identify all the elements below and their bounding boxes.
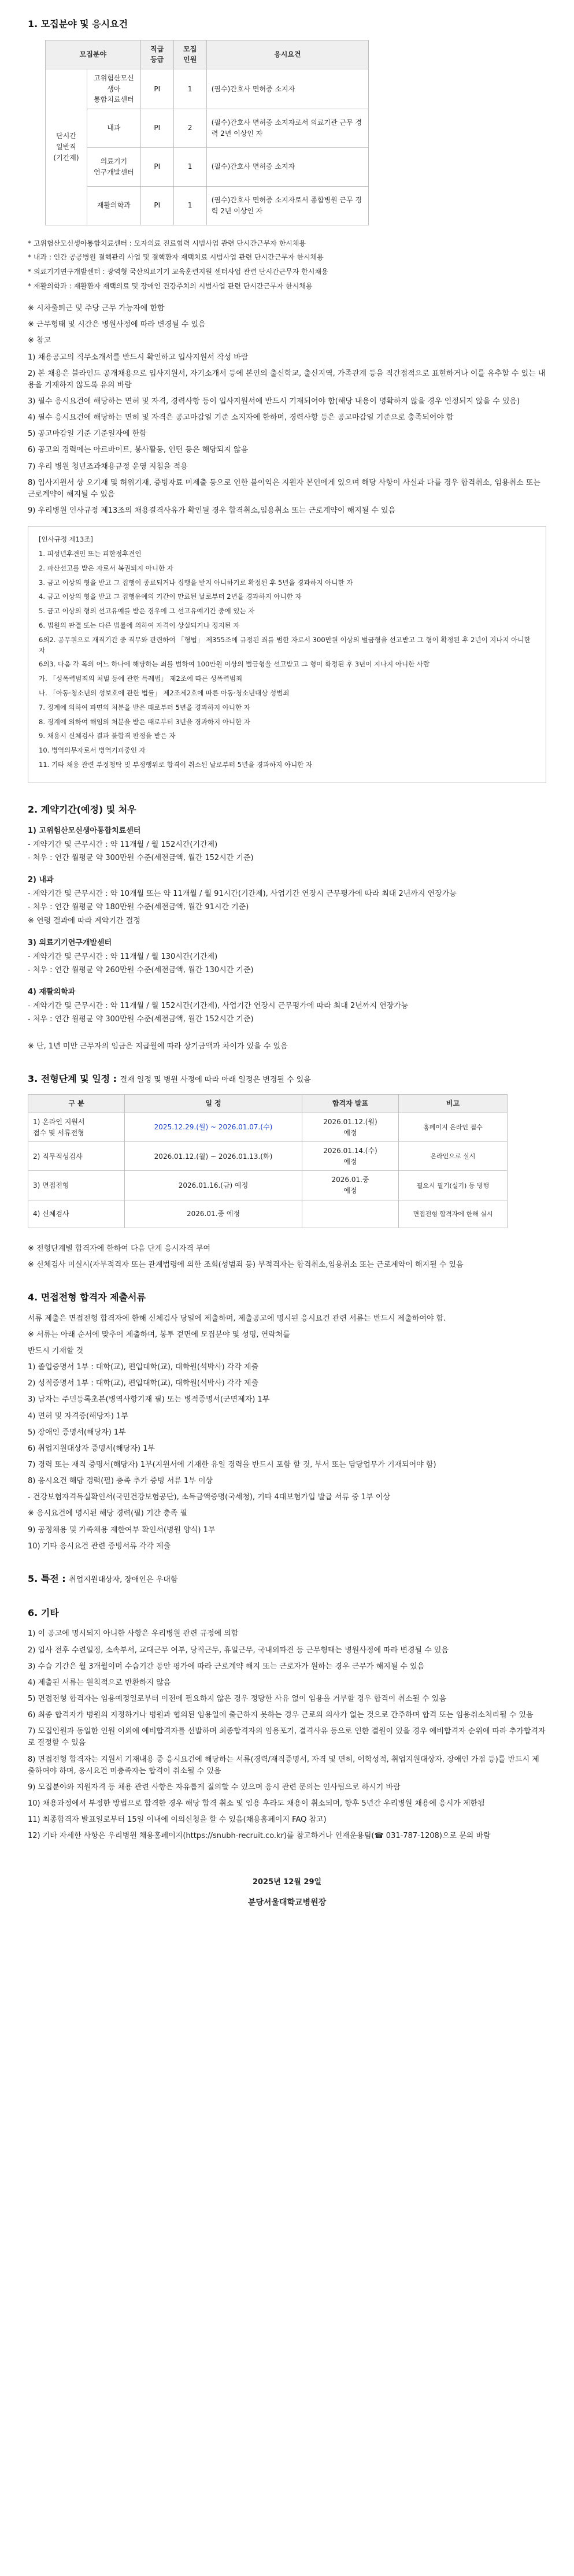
para: 6) 공고의 경력에는 아르바이트, 봉사활동, 인턴 등은 해당되지 않음 bbox=[28, 446, 249, 455]
doc-line: 7) 경력 또는 재직 증명서(해당자) 1부(지원서에 기재한 유일 경력을 반드시 포함 할 것, 부서 또는 담당업무가 기재되어야 함) bbox=[28, 1460, 436, 1469]
misc-line: 5) 면접전형 합격자는 임용예정일로부터 이전에 필요하지 않은 경우 정당한 사유 없이 임용을 거부할 경우 합격이 취소될 수 있음 bbox=[28, 1694, 447, 1703]
req-cell: (필수)간호사 면허증 소지자로서 종합병원 근무 경력 2년 이상인 자 bbox=[206, 186, 368, 225]
section-5-title bbox=[28, 1572, 546, 1587]
remark-cell: 온라인으로 실시 bbox=[399, 1142, 508, 1171]
contract-item-title: 4) 재활의학과 bbox=[28, 988, 76, 997]
para: ※ 시차출퇴근 및 주당 근무 가능자에 한함 bbox=[28, 304, 165, 313]
group-cell: 단시간 일반직 (기간제) bbox=[46, 69, 87, 225]
count-cell: 1 bbox=[173, 69, 206, 109]
contract-item bbox=[28, 937, 546, 976]
section-4 bbox=[28, 1291, 546, 1552]
doc-line: 6) 취업지원대상자 증명서(해당자) 1부 bbox=[28, 1444, 155, 1453]
th-grade: 직급 등급 bbox=[140, 40, 173, 69]
contract-item bbox=[28, 825, 546, 864]
schedule-cell: 2025.12.29.(월) ~ 2026.01.07.(수) bbox=[125, 1113, 302, 1142]
documents-list bbox=[28, 1313, 546, 1552]
announce-cell: 2026.01.14.(수) 예정 bbox=[302, 1142, 399, 1171]
para: 8) 입사지원서 상 오기재 및 허위기재, 증빙자료 미제출 등으로 인한 불이익은 지원자 본인에게 있으며 해당 사항이 사실과 다를 경우 합격취소, 임용취소 또는 근로계약이 해지될 수 있음 bbox=[28, 478, 540, 499]
contract-item bbox=[28, 987, 546, 1025]
rule-line: 10. 병역의무자로서 병역기피중인 자 bbox=[39, 746, 146, 755]
para: 1) 채용공고의 직무소개서를 반드시 확인하고 입사지원서 작성 바람 bbox=[28, 353, 249, 362]
note: * 내과 : 인간 공공병원 결핵관리 사업 및 결핵환자 재택치료 시범사업 관련 단시간근무자 한시채용 bbox=[28, 253, 324, 262]
req-cell: (필수)간호사 면허증 소지자 bbox=[206, 69, 368, 109]
misc-line: 6) 최종 합격자가 병원의 지정하거나 병원과 협의된 임용일에 출근하지 못하는 경우 근로의 의사가 없는 것으로 간주하며 합격 또는 임용취소처리될 수 있음 bbox=[28, 1711, 534, 1720]
section-3-title-main: 3. 전형단계 및 일정 : bbox=[28, 1073, 120, 1084]
schedule-table bbox=[28, 1094, 508, 1228]
rule-line: 4. 금고 이상의 형을 받고 그 집행유예의 기간이 만료된 날로부터 2년을 경과하지 아니한 자 bbox=[39, 592, 302, 601]
doc-line: 9) 공정채용 및 가족채용 제한여부 확인서(병원 양식) 1부 bbox=[28, 1525, 216, 1535]
section-6 bbox=[28, 1606, 546, 1843]
contract-line: - 계약기간 및 근무시간 : 약 10개월 또는 약 11개월 / 월 91시간(기간제), 사업기간 연장시 근무평가에 따라 최대 2년까지 연장가능 bbox=[28, 889, 457, 899]
th-field: 모집분야 bbox=[46, 40, 141, 69]
contract-item-title: 1) 고위험산모신생아통합치료센터 bbox=[28, 826, 141, 835]
misc-line: 4) 제출된 서류는 원칙적으로 반환하지 않음 bbox=[28, 1678, 171, 1687]
req-cell: (필수)간호사 면허증 소지자 bbox=[206, 147, 368, 186]
dept-cell: 의료기기 연구개발센터 bbox=[87, 147, 141, 186]
misc-line: 12) 기타 자세한 사항은 우리병원 채용홈페이지(https://snubh-recruit.co.kr)를 참고하거나 인재운용팀(☎ 031-787-1208)으로 문의 바람 bbox=[28, 1832, 491, 1841]
section-5-title-main: 5. 특전 : bbox=[28, 1573, 69, 1584]
doc-line: 10) 기타 응시요건 관련 증빙서류 각각 제출 bbox=[28, 1541, 171, 1551]
section-3-title bbox=[28, 1072, 546, 1087]
schedule-notes bbox=[28, 1243, 546, 1271]
schedule-cell: 2026.01.12.(월) ~ 2026.01.13.(화) bbox=[125, 1142, 302, 1171]
para: 5) 공고마감일 기준 기준일자에 한함 bbox=[28, 429, 147, 439]
section-5 bbox=[28, 1572, 546, 1587]
doc-line: ※ 응시요건에 명시된 해당 경력(필) 기간 충족 필 bbox=[28, 1509, 188, 1518]
para: 4) 필수 응시요건에 해당하는 면허 및 자격은 공고마감일 기준 소지자에 한하며, 경력사항 등은 공고마감일 기준으로 충족되어야 함 bbox=[28, 413, 454, 422]
para: ※ 근무형태 및 시간은 병원사정에 따라 변경될 수 있음 bbox=[28, 320, 206, 329]
misc-line: 11) 최종합격자 발표일로부터 15일 이내에 이의신청을 할 수 있음(채용홈페이지 FAQ 참고) bbox=[28, 1815, 327, 1825]
remark-cell: 홈페이지 온라인 접수 bbox=[399, 1113, 508, 1142]
para: 9) 우리병원 인사규정 제13조의 채용결격사유가 확인될 경우 합격취소,임용취소 또는 근로계약이 해지될 수 있음 bbox=[28, 506, 396, 515]
misc-line: 10) 채용과정에서 부정한 방법으로 합격한 경우 해당 합격 취소 및 임용 후라도 채용이 취소되며, 향후 5년간 우리병원 채용에 응시가 제한됨 bbox=[28, 1799, 485, 1808]
note: * 고위험산모신생아통합치료센터 : 모자의료 진료협력 시범사업 관련 단시간근무자 한시채용 bbox=[28, 239, 306, 247]
misc-line: 3) 수습 기간은 월 3개월이며 수습기간 동안 평가에 따라 근로계약 해지 또는 근로자가 원하는 경우 근무가 해지될 수 있음 bbox=[28, 1662, 425, 1671]
dept-cell: 고위험산모신생아 통합치료센터 bbox=[87, 69, 141, 109]
note: * 재활의학과 : 재활환자 재택의료 및 장애인 건강주치의 시범사업 관련 단시간근무자 한시채용 bbox=[28, 281, 313, 290]
rule-line: 6. 법원의 판결 또는 다른 법률에 의하여 자격이 상실되거나 정지된 자 bbox=[39, 621, 240, 629]
announce-cell: 2026.01.중 예정 bbox=[302, 1171, 399, 1200]
section-1-notes bbox=[28, 238, 546, 291]
stage-cell: 1) 온라인 지원서 접수 및 서류전형 bbox=[28, 1113, 125, 1142]
para: 3) 필수 응시요건에 해당하는 면허 및 자격, 경력사항 등이 입사지원서에 반드시 기재되어야 함(해당 내용이 명확하지 않을 경우 인정되지 않을 수 있음) bbox=[28, 396, 520, 406]
benefit-text: 취업지원대상자, 장애인은 우대함 bbox=[69, 1575, 178, 1584]
grade-cell: PI bbox=[140, 147, 173, 186]
th-stage: 구 분 bbox=[28, 1095, 125, 1113]
rule-line: [인사규정 제13조] bbox=[39, 535, 93, 544]
grade-cell: PI bbox=[140, 109, 173, 147]
stage-cell: 3) 면접전형 bbox=[28, 1171, 125, 1200]
announce-cell: 2026.01.12.(월) 예정 bbox=[302, 1113, 399, 1142]
schedule-cell: 2026.01.중 예정 bbox=[125, 1200, 302, 1228]
contract-line: - 계약기간 및 근무시간 : 약 11개월 / 월 152시간(기간제), 사업기간 연장시 근무평가에 따라 최대 2년까지 연장가능 bbox=[28, 1002, 409, 1011]
doc-line: 4) 면허 및 자격증(해당자) 1부 bbox=[28, 1411, 128, 1421]
schedule-cell: 2026.01.16.(금) 예정 bbox=[125, 1171, 302, 1200]
rule-line: 9. 채용시 신체검사 결과 불합격 판정을 받은 자 bbox=[39, 732, 176, 740]
contract-line: - 처우 : 연간 월평균 약 300만원 수준(세전금액, 월간 152시간 기준) bbox=[28, 1015, 254, 1024]
th-announce: 합격자 발표 bbox=[302, 1095, 399, 1113]
rule-line: 11. 기타 채용 관련 부정청탁 및 부정행위로 합격이 취소된 날로부터 5년을 경과하지 아니한 자 bbox=[39, 761, 313, 769]
recruit-table bbox=[45, 40, 369, 225]
section-3-title-note: 결재 일정 및 병원 사정에 따라 아래 일정은 변경될 수 있음 bbox=[120, 1075, 311, 1084]
section-1 bbox=[28, 17, 546, 783]
rule-line: 2. 파산선고를 받은 자로서 복권되지 아니한 자 bbox=[39, 564, 173, 572]
section-1-title: 1. 모집분야 및 응시요건 bbox=[28, 18, 128, 29]
personnel-rule-box bbox=[28, 526, 546, 783]
doc-line: ※ 서류는 아래 순서에 맞추어 제출하며, 봉투 겉면에 모집분야 및 성명, 연락처를 bbox=[28, 1330, 290, 1339]
doc-line: 1) 졸업증명서 1부 : 대학(교), 편입대학(교), 대학원(석박사) 각각 제출 bbox=[28, 1363, 259, 1372]
doc-line: 5) 장애인 증명서(해당자) 1부 bbox=[28, 1428, 126, 1437]
contract-item bbox=[28, 874, 546, 927]
remark-cell: 필요시 필기(실기) 등 병행 bbox=[399, 1171, 508, 1200]
notice-date: 2025년 12월 29일 bbox=[252, 1878, 322, 1887]
req-cell: (필수)간호사 면허증 소지자로서 의료기관 근무 경력 2년 이상인 자 bbox=[206, 109, 368, 147]
schedule-note: ※ 신체검사 미실시(자부적격자 또는 관계법령에 의한 조회(성범죄 등) 부적격자는 합격취소,임용취소 또는 근로계약이 해지될 수 있음 bbox=[28, 1260, 464, 1269]
contract-line: - 처우 : 연간 월평균 약 300만원 수준(세전금액, 월간 152시간 기준) bbox=[28, 854, 254, 862]
section-1-paras bbox=[28, 303, 546, 517]
contract-line: - 처우 : 연간 월평균 약 260만원 수준(세전금액, 월간 130시간 기준) bbox=[28, 965, 254, 974]
count-cell: 2 bbox=[173, 109, 206, 147]
section-6-title: 6. 기타 bbox=[28, 1607, 59, 1618]
section-3 bbox=[28, 1072, 546, 1271]
section-2 bbox=[28, 803, 546, 1052]
count-cell: 1 bbox=[173, 147, 206, 186]
rule-line: 1. 피성년후견인 또는 피한정후견인 bbox=[39, 549, 142, 558]
misc-list bbox=[28, 1628, 546, 1842]
contract-line: - 계약기간 및 근무시간 : 약 11개월 / 월 130시간(기간제) bbox=[28, 952, 218, 961]
contract-item-title: 3) 의료기기연구개발센터 bbox=[28, 938, 112, 947]
section-4-title: 4. 면접전형 합격자 제출서류 bbox=[28, 1291, 146, 1303]
doc-line: 2) 성적증명서 1부 : 대학(교), 편입대학(교), 대학원(석박사) 각각 제출 bbox=[28, 1379, 259, 1388]
contract-line: ※ 연령 결과에 따라 계약기간 결정 bbox=[28, 916, 140, 925]
doc-line: 8) 응시요건 해당 경력(필) 충족 추가 증빙 서류 1부 이상 bbox=[28, 1477, 213, 1486]
rule-line: 3. 금고 이상의 형을 받고 그 집행이 종료되거나 집행을 받지 아니하기로 확정된 후 5년을 경과하지 아니한 자 bbox=[39, 578, 353, 587]
th-schedule: 일 정 bbox=[125, 1095, 302, 1113]
stage-cell: 2) 직무적성검사 bbox=[28, 1142, 125, 1171]
section-2-title: 2. 계약기간(예정) 및 처우 bbox=[28, 803, 136, 815]
doc-line: 반드시 기재할 것 bbox=[28, 1347, 84, 1355]
issuer-name: 분당서울대학교병원장 bbox=[247, 1897, 327, 1907]
stage-cell: 4) 신체검사 bbox=[28, 1200, 125, 1228]
misc-line: 1) 이 공고에 명시되지 아니한 사항은 우리병원 관련 규정에 의함 bbox=[28, 1629, 239, 1639]
contract-note: ※ 단, 1년 미만 근무자의 임금은 지급월에 따라 상기금액과 차이가 있을 수 있음 bbox=[28, 1041, 288, 1051]
contract-line: - 처우 : 연간 월평균 약 180만원 수준(세전금액, 월간 91시간 기준) bbox=[28, 903, 249, 912]
contract-item-title: 2) 내과 bbox=[28, 876, 54, 885]
misc-line: 7) 모집인원과 동일한 인원 이외에 예비합격자를 선발하며 최종합격자의 임용포기, 결격사유 등으로 인한 결원이 있을 경우 예비합격자 순위에 따라 추가합격자로 결정할 수 있음 bbox=[28, 1727, 546, 1748]
misc-line: 8) 면접전형 합격자는 지원서 기재내용 중 응시요건에 해당하는 서류(경력/재직증명서, 자격 및 면허, 어학성적, 취업지원대상자, 장애인 가점 등)를 반드시 제출하여야 하며, 응시요건 미충족자는 합격이 취소될 수 있음 bbox=[28, 1755, 539, 1776]
rule-line: 나. 「아동·청소년의 성보호에 관한 법률」 제2조제2호에 따른 아동·청소년대상 성범죄 bbox=[39, 689, 290, 698]
grade-cell: PI bbox=[140, 186, 173, 225]
note: * 의료기기연구개발센터 : 광역형 국산의료기기 교육훈련지원 센터사업 관련 단시간근무자 한시채용 bbox=[28, 267, 328, 276]
remark-cell: 면접전형 합격자에 한해 실시 bbox=[399, 1200, 508, 1228]
para: 2) 본 채용은 블라인드 공개채용으로 입사지원서, 자기소개서 등에 본인의 출신학교, 출신지역, 가족관계 등을 직간접적으로 표현하거나 이를 유추할 수 있는 내용을 기재하지 않도록 유의 바람 bbox=[28, 369, 546, 390]
notice-footer bbox=[28, 1877, 546, 1909]
th-remark: 비고 bbox=[399, 1095, 508, 1113]
dept-cell: 재활의학과 bbox=[87, 186, 141, 225]
contract-line: - 계약기간 및 근무시간 : 약 11개월 / 월 152시간(기간제) bbox=[28, 840, 218, 849]
para: 7) 우리 병원 청년조과채용규정 운영 지침을 적용 bbox=[28, 462, 188, 471]
doc-line: - 건강보험자격득실확인서(국민건강보험공단), 소득금액증명(국세청), 기타 4대보험가입 발급 서류 중 1부 이상 bbox=[28, 1493, 390, 1502]
rule-line: 6의3. 다음 각 목의 어느 하나에 해당하는 죄를 범하여 100만원 이상의 벌금형을 선고받고 그 형이 확정된 후 3년이 지나지 아니한 사람 bbox=[39, 660, 430, 669]
doc-line: 서류 제출은 면접전형 합격자에 한해 신체검사 당일에 제출하며, 제출공고에 명시된 응시요건 관련 서류는 반드시 제출하여야 함. bbox=[28, 1314, 446, 1323]
rule-line: 6의2. 공무원으로 재직기간 중 직무와 관련하여 「형법」 제355조에 규정된 죄를 범한 자로서 300만원 이상의 벌금형을 선고받고 그 형이 확정된 후 2년이 지나지 아니한 자 bbox=[39, 635, 531, 654]
rule-line: 가. 「성폭력범죄의 처벌 등에 관한 특례법」 제2조에 따른 성폭력범죄 bbox=[39, 674, 243, 683]
schedule-note: ※ 전형단계별 합격자에 한하여 다음 단계 응시자격 부여 bbox=[28, 1244, 211, 1253]
th-count: 모집 인원 bbox=[173, 40, 206, 69]
misc-line: 2) 입사 전후 수련일정, 소속부서, 교대근무 여부, 당직근무, 휴일근무, 국내외파견 등 근무형태는 병원사정에 따라 변경될 수 있음 bbox=[28, 1645, 449, 1655]
count-cell: 1 bbox=[173, 186, 206, 225]
rule-line: 7. 징계에 의하여 파면의 처분을 받은 때로부터 5년을 경과하지 아니한 자 bbox=[39, 703, 250, 711]
th-req: 응시요건 bbox=[206, 40, 368, 69]
dept-cell: 내과 bbox=[87, 109, 141, 147]
rule-line: 8. 징계에 의하여 해임의 처분을 받은 때로부터 3년을 경과하지 아니한 자 bbox=[39, 717, 250, 726]
para: ※ 참고 bbox=[28, 336, 51, 346]
grade-cell: PI bbox=[140, 69, 173, 109]
rule-line: 5. 금고 이상의 형의 선고유예를 받은 경우에 그 선고유예기간 중에 있는 자 bbox=[39, 607, 255, 616]
doc-line: 3) 남자는 주민등록초본(병역사항기재 필) 또는 병적증명서(군면제자) 1부 bbox=[28, 1395, 270, 1404]
announce-cell bbox=[302, 1200, 399, 1228]
misc-line: 9) 모집분야와 지원자격 등 채용 관련 사항은 자유롭게 질의할 수 있으며 응시 관련 문의는 인사팀으로 하시기 바람 bbox=[28, 1782, 401, 1792]
